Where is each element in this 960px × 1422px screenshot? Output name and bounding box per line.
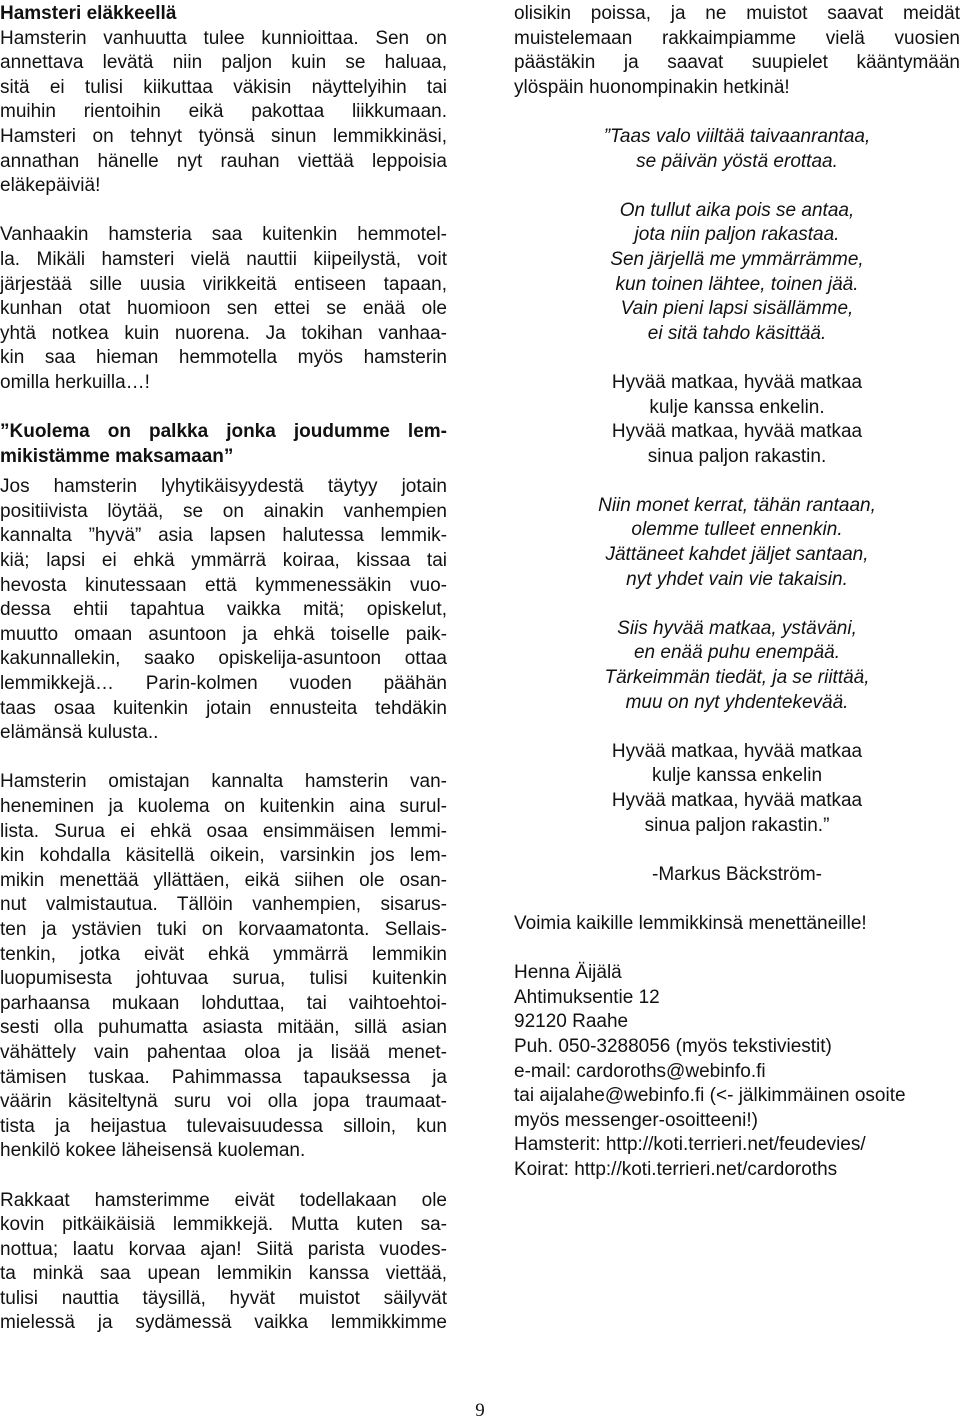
- text-line: kunhan otat huomioon sen ettei se enää ole: [0, 298, 447, 320]
- contact-street: Ahtimuksentie 12: [514, 986, 660, 1008]
- contact-info: [514, 961, 960, 1182]
- text-line: kin kohdalla käsitellä oikein, varsinkin jos lem-: [0, 845, 447, 867]
- poem-line: Hyvää matkaa, hyvää matkaa: [611, 371, 863, 393]
- poem-line: ”Taas valo viiltää taivaanrantaa,: [603, 125, 871, 147]
- text-line: nottua; laatu korvaa ajan! Siitä parista vuodes-: [0, 1238, 447, 1260]
- poem-author: -Markus Bäckström-: [652, 863, 822, 885]
- text-line: dessa ehtii tapahtua vaikka mitä; opiskelut,: [0, 599, 447, 621]
- poem-line: ei sitä tahdo käsittää.: [647, 322, 827, 344]
- death-paragraph: [0, 475, 447, 746]
- text-line: mielessä ja sydämessä vaikka lemmikkimme: [0, 1312, 447, 1334]
- contact-email: e-mail: cardoroths@webinfo.fi: [514, 1060, 766, 1082]
- text-line: luopumisesta johtuvaa surua, tulisi kuitenkin: [0, 968, 447, 990]
- text-line: tista ja heijastua tulevaisuudessa silloin, kun: [0, 1115, 447, 1137]
- right-column: [514, 0, 960, 1183]
- pampering-paragraph: [0, 223, 447, 395]
- text-line: kovin pitkäikäisiä lemmikkejä. Mutta kuten sa-: [0, 1214, 447, 1236]
- poem-line: Vain pieni lapsi sisällämme,: [620, 298, 854, 320]
- text-line: päästäkin ja saavat suupielet kääntymään: [514, 52, 960, 74]
- text-line: tämisen tuskaa. Pahimmassa tapauksessa ja: [0, 1066, 447, 1088]
- contact-email-alt: tai aijalahe@webinfo.fi (<- jälkimmäinen osoite: [514, 1085, 906, 1107]
- text-line: sitä ei tulisi kiikuttaa väkisin näyttelyihin tai: [0, 76, 447, 98]
- poem-refrain: [514, 371, 960, 469]
- text-line: järjestää sille uusia virikkeitä entiseen tapaan,: [0, 273, 447, 295]
- poem-line: se päivän yöstä erottaa.: [636, 150, 838, 172]
- text-line: positiivista löytää, se on ainakin vanhempien: [0, 500, 447, 522]
- text-line: ta minkä saa upean lemmikin kanssa viettää,: [0, 1263, 447, 1285]
- text-line: muistelemaan rakkaimpiamme vielä vuosien: [514, 27, 960, 49]
- text-line: Jos hamsterin lyhytikäisyydestä täytyy jotain: [0, 476, 447, 498]
- contact-postal: 92120 Raahe: [514, 1011, 629, 1033]
- poem-line: kulje kanssa enkelin.: [649, 396, 825, 418]
- text-line: tulisi nauttia täysillä, hyvät muistot säilyvät: [0, 1287, 447, 1309]
- poem-line: Niin monet kerrat, tähän rantaan,: [598, 494, 876, 516]
- text-line: mikin menettää yllättäen, eikä siihen ole osan-: [0, 869, 447, 891]
- text-line: hevosta kinutessaan että kymmenessäkin vuo-: [0, 574, 447, 596]
- poem-line: Hyvää matkaa, hyvää matkaa: [611, 421, 863, 443]
- contact-dog-site: Koirat: http://koti.terrieri.net/cardoroths: [514, 1158, 838, 1180]
- poem-line: Sen järjellä me ymmärrämme,: [610, 248, 864, 270]
- text-line: Vanhaakin hamsteria saa kuitenkin hemmotel-: [0, 224, 447, 246]
- text-line: kakunnallekin, saako opiskelija-asuntoon ottaa: [0, 648, 447, 670]
- text-line: lista. Surua ei ehkä osaa ensimmäisen lemmi-: [0, 820, 447, 842]
- poem-line: muu on nyt yhdentekevää.: [625, 691, 849, 713]
- article-title: Hamsteri eläkkeellä: [0, 3, 177, 24]
- poem-line: sinua paljon rakastin.: [647, 445, 827, 467]
- poem-line: nyt yhdet vain vie takaisin.: [626, 568, 848, 590]
- poem-stanza: [514, 494, 960, 592]
- text-line: kin saa hieman hemmotella myös hamsterin: [0, 347, 447, 369]
- continued-paragraph: [514, 2, 960, 100]
- poem-line: sinua paljon rakastin.”: [644, 814, 830, 836]
- text-line: Hamsteri on tehnyt työnsä sinun lemmikkinäsi,: [0, 125, 447, 147]
- text-line: Rakkaat hamsterimme eivät todellakaan ole: [0, 1189, 447, 1211]
- poem-line: Siis hyvää matkaa, ystäväni,: [617, 617, 857, 639]
- text-line: Hamsterin vanhuutta tulee kunnioittaa. Sen on: [0, 27, 447, 49]
- text-line: ten ja ystävien tuki on korvaamatonta. Sellais-: [0, 918, 447, 940]
- poem-line: Hyvää matkaa, hyvää matkaa: [611, 790, 863, 811]
- poem-line: Jättäneet kahdet jäljet santaan,: [605, 544, 869, 566]
- text-line: olisikin poissa, ja ne muistot saavat meidät: [514, 3, 960, 24]
- text-line: muutto omaan asuntoon ja ehkä toiselle paik-: [0, 623, 447, 645]
- text-line: väärin käsiteltynä suru voi olla jopa traumaat-: [0, 1091, 447, 1113]
- text-line: sesti olla puhumatta asiasta mitään, sillä asian: [0, 1017, 447, 1039]
- text-line: muihin rientoihin eikä pakottaa liikkumaan.: [0, 101, 447, 123]
- poem-line: Tärkeimmän tiedät, ja se riittää,: [604, 667, 870, 689]
- owner-paragraph: [0, 770, 447, 1164]
- poem: [514, 125, 960, 887]
- text-line: lemmikkejä… Parin-kolmen vuoden päähän: [0, 673, 447, 695]
- beloved-paragraph: [0, 1189, 447, 1337]
- text-line: omilla herkuilla…!: [0, 371, 150, 393]
- text-line: taas osaa kuitenkin jotain ennusteita tehdäkin: [0, 697, 447, 719]
- text-line: la. Mikäli hamsteri vielä nauttii kiipeilystä, voit: [0, 248, 447, 270]
- poem-line: jota niin paljon rakastaa.: [634, 224, 840, 246]
- text-line: vähättely vain pahentaa oloa ja lisää menet-: [0, 1041, 447, 1063]
- section-heading: [0, 420, 447, 469]
- poem-stanza: [514, 125, 960, 174]
- text-line: kiä; lapsi ei ehkä ymmärrä koiraa, kissaa tai: [0, 550, 447, 572]
- text-line: elämänsä kulusta..: [0, 722, 159, 744]
- text-line: kannalta ”hyvä” asia lapsen halutessa lemmik-: [0, 525, 447, 547]
- poem-line: kulje kanssa enkelin: [651, 765, 823, 787]
- poem-stanza: [514, 617, 960, 715]
- text-line: yhtä notkea kuin nuorena. Ja tokihan vanhaa-: [0, 322, 447, 344]
- text-line: heneminen ja kuolema on kuitenkin aina surul-: [0, 796, 447, 817]
- text-line: eläkepäiviä!: [0, 175, 101, 197]
- page-number: 9: [475, 1400, 485, 1421]
- intro-paragraph: [0, 27, 447, 199]
- text-line: annettava levätä niin paljon kuin se haluaa,: [0, 52, 447, 74]
- left-column: [0, 0, 447, 1336]
- text-line: ylöspäin huonompinakin hetkinä!: [514, 76, 790, 98]
- heading-line: mikistämme maksamaan”: [0, 445, 234, 467]
- poem-stanza: [514, 199, 960, 347]
- contact-phone: Puh. 050-3288056 (myös tekstiviestit): [514, 1035, 832, 1057]
- poem-refrain: [514, 740, 960, 838]
- text-line: nut valmistautua. Tällöin vanhempien, sisarus-: [0, 894, 447, 916]
- text-line: Hamsterin omistajan kannalta hamsterin van-: [0, 771, 447, 793]
- poem-line: On tullut aika pois se antaa,: [619, 199, 855, 221]
- text-line: henkilö kokee läheisensä kuoleman.: [0, 1140, 306, 1162]
- poem-line: en enää puhu enempää.: [633, 642, 840, 664]
- heading-line: ”Kuolema on palkka jonka joudumme lem-: [0, 421, 447, 443]
- text-line: parhaansa mukaan lohduttaa, tai vaihtoehtoi-: [0, 992, 447, 1014]
- contact-messenger-note: myös messenger-osoitteeni!): [514, 1109, 758, 1131]
- poem-line: olemme tulleet ennenkin.: [631, 519, 843, 541]
- text-line: annathan hänelle nyt rauhan viettää leppoisia: [0, 150, 447, 172]
- poem-line: Hyvää matkaa, hyvää matkaa: [611, 740, 863, 762]
- text-line: tenkin, jotka eivät ehkä ymmärrä lemmikin: [0, 943, 447, 965]
- contact-hamster-site: Hamsterit: http://koti.terrieri.net/feudevies/: [514, 1134, 866, 1156]
- closing-line: Voimia kaikille lemmikkinsä menettäneille!: [514, 912, 867, 934]
- contact-name: Henna Äijälä: [514, 962, 622, 984]
- poem-line: kun toinen lähtee, toinen jää.: [615, 273, 859, 295]
